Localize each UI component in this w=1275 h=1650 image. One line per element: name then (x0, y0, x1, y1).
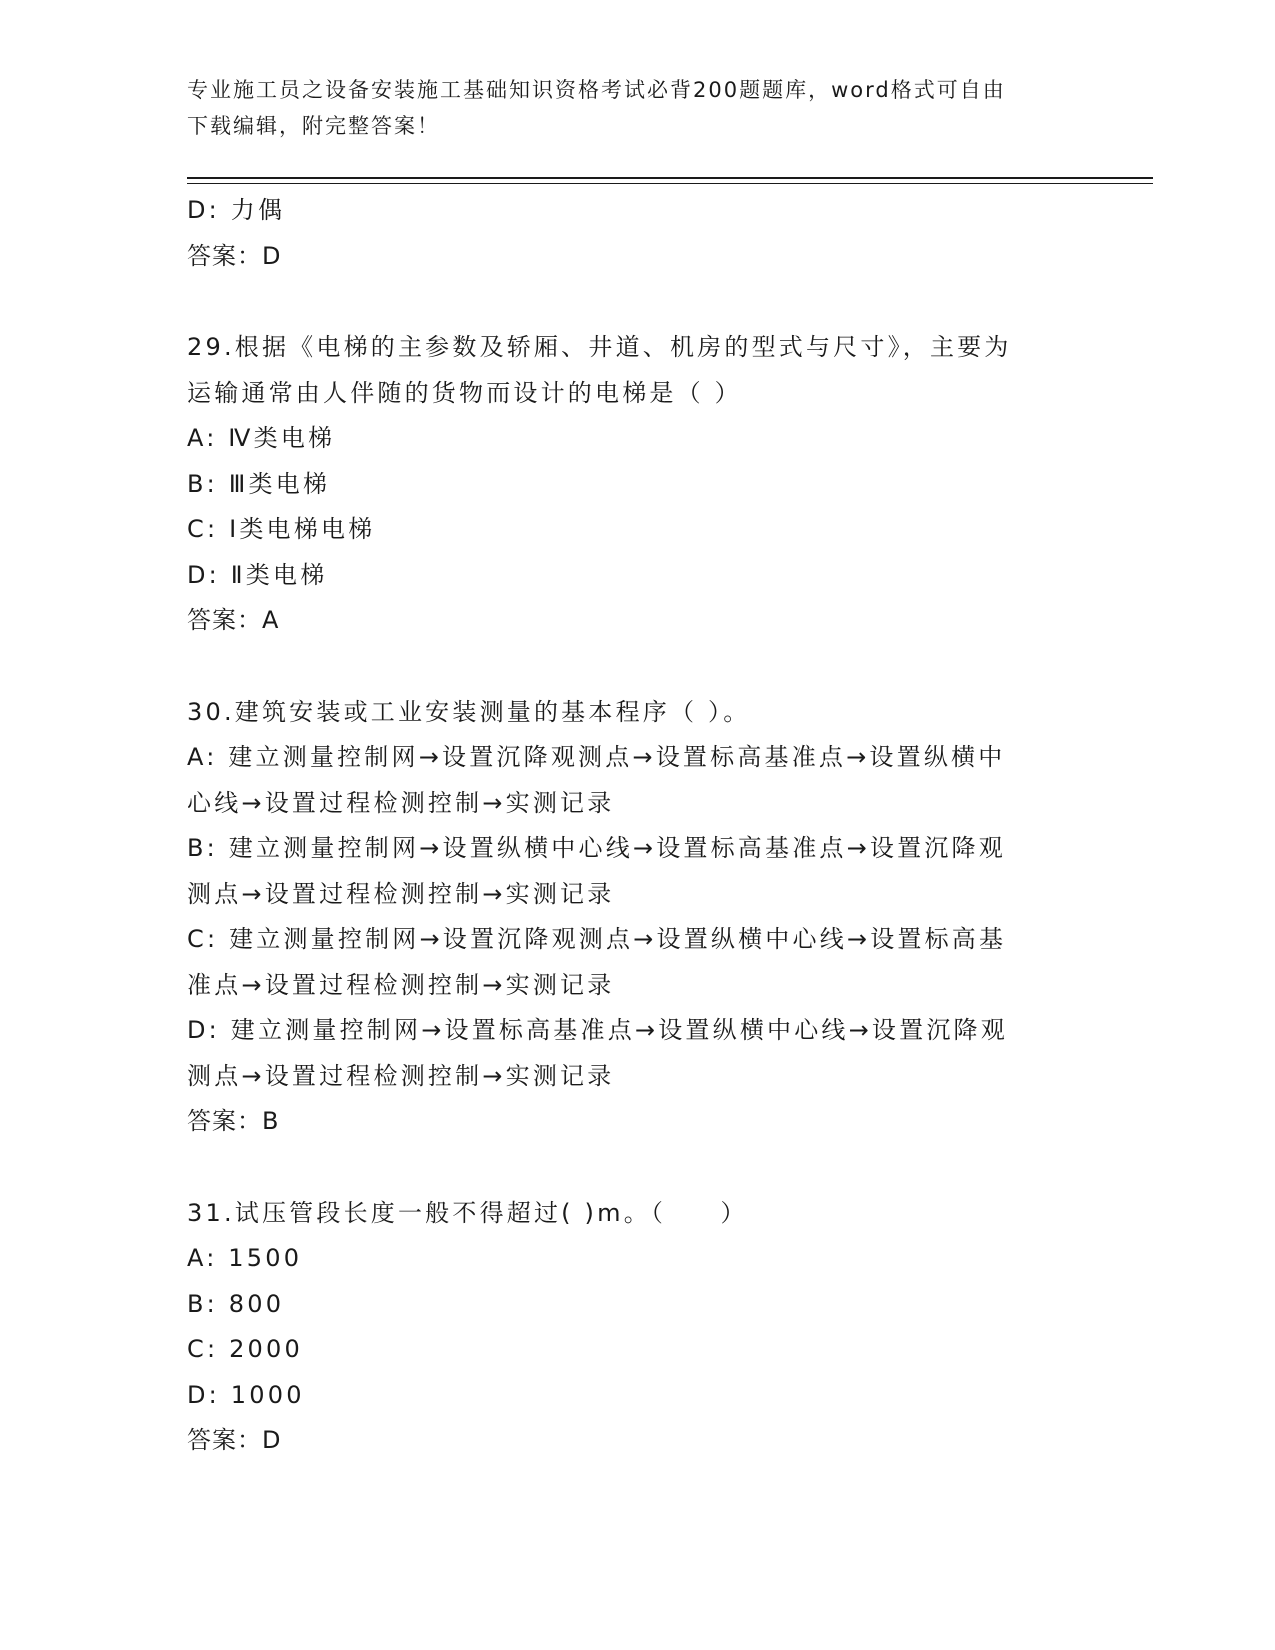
option-d-line-2: 测点→设置过程检测控制→实测记录 (187, 1061, 615, 1090)
question-stem-line: 29.根据《电梯的主参数及轿厢、井道、机房的型式与尺寸》，主要为 (187, 333, 1012, 361)
option-d: D: 1000 (187, 1380, 305, 1409)
question-stem-line: 30.建筑安装或工业安装测量的基本程序（ ）。 (187, 697, 751, 726)
header-title-line-2: 下载编辑，附完整答案！ (187, 114, 440, 138)
question-list (187, 188, 1067, 1464)
question-spacer (187, 644, 1067, 690)
option-b: B: 800 (187, 1289, 285, 1318)
question-28-tail (187, 188, 1067, 279)
header-title-line-1: 专业施工员之设备安装施工基础知识资格考试必背200题题库，word格式可自由 (187, 78, 1006, 102)
option-c-line-1: C: 建立测量控制网→设置沉降观测点→设置纵横中心线→设置标高基 (187, 925, 1007, 953)
option-c-line-2: 准点→设置过程检测控制→实测记录 (187, 970, 615, 999)
option-b: B: Ⅲ类电梯 (187, 469, 331, 498)
question-stem-line: 31.试压管段长度一般不得超过( )m。（ ） (187, 1198, 748, 1227)
header-divider-thick (187, 177, 1153, 179)
option-c: C: 2000 (187, 1335, 303, 1363)
option-a-line-1: A: 建立测量控制网→设置沉降观测点→设置标高基准点→设置纵横中 (187, 743, 1006, 771)
option-c: C: Ⅰ类电梯电梯 (187, 515, 376, 543)
header-divider-thin (187, 183, 1153, 184)
answer-line: 答案：D (187, 241, 282, 270)
option-d: D: Ⅱ类电梯 (187, 560, 328, 589)
option-b-line-2: 测点→设置过程检测控制→实测记录 (187, 879, 615, 908)
document-header (187, 72, 1067, 144)
option-a: A: 1500 (187, 1244, 303, 1272)
question-29 (187, 325, 1067, 644)
answer-line: 答案：D (187, 1426, 282, 1454)
option-a: A: Ⅳ类电梯 (187, 424, 336, 452)
question-30 (187, 690, 1067, 1145)
answer-line: 答案：A (187, 606, 280, 634)
option-d: D: 力偶 (187, 196, 286, 224)
answer-line: 答案：B (187, 1107, 280, 1135)
question-31 (187, 1191, 1067, 1464)
option-b-line-1: B: 建立测量控制网→设置纵横中心线→设置标高基准点→设置沉降观 (187, 834, 1006, 862)
option-a-line-2: 心线→设置过程检测控制→实测记录 (187, 788, 615, 817)
option-d-line-1: D: 建立测量控制网→设置标高基准点→设置纵横中心线→设置沉降观 (187, 1016, 1008, 1044)
question-spacer (187, 1145, 1067, 1191)
question-stem-line: 运输通常由人伴随的货物而设计的电梯是（ ） (187, 378, 742, 407)
question-spacer (187, 279, 1067, 325)
